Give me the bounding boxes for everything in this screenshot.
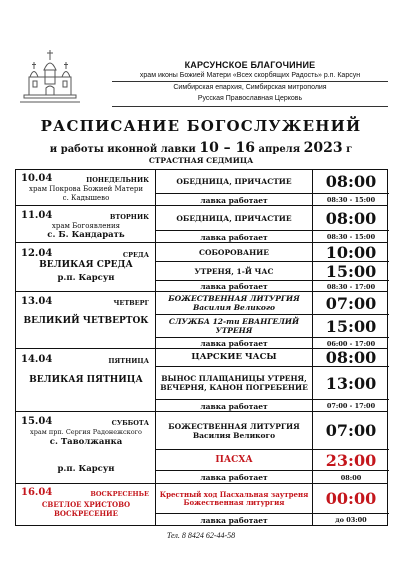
service-name: БОЖЕСТВЕННАЯ ЛИТУРГИЯ Василия Великого (156, 412, 312, 450)
header (0, 0, 402, 120)
day-times (312, 349, 389, 411)
day-row (16, 170, 387, 206)
service-time: 10:00 (313, 243, 389, 262)
day-weekday: ПОНЕДЕЛЬНИК (86, 176, 149, 184)
day-weekday: ВОСКРЕСЕНЬЕ (90, 490, 149, 498)
service-time: 08:00 (313, 170, 389, 194)
service-time: 23:00 (313, 450, 389, 471)
header-subtitle: храм иконы Божией Матери «Всех скорбящих Радость» р.п. Карсун (139, 72, 361, 79)
day-place: храм Богоявления (51, 222, 121, 230)
divider (112, 81, 388, 82)
service-name: БОЖЕСТВЕННАЯ ЛИТУРГИЯ Василия Великого (156, 292, 312, 315)
day-services (156, 349, 312, 411)
day-date: 12.04 (21, 248, 53, 259)
day-times (312, 243, 389, 291)
day-services (156, 206, 312, 242)
service-time: 07:00 (313, 292, 389, 315)
day-info (16, 484, 156, 525)
lavka-time: 06:00 - 17:00 (326, 339, 376, 348)
lavka-label: лавка работает (200, 473, 268, 482)
day-row (16, 292, 387, 349)
lavka-label: лавка работает (200, 232, 268, 242)
subtitle-prefix: и работы иконной лавки (49, 144, 196, 155)
day-place: р.п. Карсун (57, 464, 115, 474)
service-name: ВЫНОС ПЛАЩАНИЦЫ УТРЕНЯ, ВЕЧЕРНЯ, КАНОН ПОГРЕБЕНИЕ (156, 367, 312, 400)
service-name: ОБЕДНИЦА, ПРИЧАСТИЕ (156, 206, 312, 231)
service-time: 08:00 (313, 349, 389, 367)
subtitle-month: апреля (258, 144, 301, 155)
day-info (16, 243, 156, 291)
service-name: ЦАРСКИЕ ЧАСЫ (156, 349, 312, 367)
lavka-time: 08:30 - 17:00 (326, 282, 376, 291)
day-services (156, 484, 312, 525)
lavka-label: лавка работает (200, 401, 268, 411)
day-times (312, 292, 389, 348)
lavka-time: 07:00 - 17:00 (326, 402, 376, 410)
day-services (156, 292, 312, 348)
day-place: храм прп. Сергия Радонежского (30, 428, 142, 436)
lavka-label: лавка работает (200, 515, 268, 525)
day-date: 13.04 (21, 296, 53, 307)
subtitle-year: 2023 (303, 140, 343, 156)
day-services (156, 412, 312, 483)
service-time: 08:00 (313, 206, 389, 231)
day-row (16, 484, 387, 526)
day-info (16, 349, 156, 411)
day-date: 15.04 (21, 416, 53, 427)
schedule-table (15, 169, 388, 526)
service-name: ОБЕДНИЦА, ПРИЧАСТИЕ (156, 170, 312, 194)
day-name: СВЕТЛОЕ ХРИСТОВО (41, 500, 131, 509)
service-name: Крестный ход Пасхальная заутреня Божественная литургия (156, 484, 312, 514)
lavka-time: до 03:00 (335, 516, 367, 524)
day-place: с. Таволжанка (49, 437, 123, 447)
day-name: ВЕЛИКАЯ СРЕДА (39, 260, 133, 270)
day-times (312, 484, 389, 525)
church-icon (20, 48, 80, 108)
page-title: РАСПИСАНИЕ БОГОСЛУЖЕНИЙ (40, 117, 362, 135)
day-services (156, 170, 312, 205)
lavka-time: 08:30 - 15:00 (326, 196, 376, 204)
day-weekday: ПЯТНИЦА (108, 357, 149, 365)
day-place: храм Покрова Божией Матери (29, 185, 143, 193)
divider (112, 106, 388, 107)
church-name: Русская Православная Церковь (197, 95, 303, 102)
service-time: 07:00 (313, 412, 389, 450)
day-times (312, 412, 389, 483)
day-weekday: СРЕДА (122, 251, 149, 259)
day-name: ВЕЛИКИЙ ЧЕТВЕРТОК (23, 316, 149, 326)
day-weekday: СУББОТА (111, 419, 149, 427)
day-date: 11.04 (21, 210, 53, 221)
service-time: 15:00 (313, 315, 389, 338)
eparchy: Симбирская епархия, Симбирская митрополия (173, 84, 327, 91)
subtitle-suffix: г (346, 144, 353, 155)
day-place: с. Кадышево (62, 194, 110, 202)
day-services (156, 243, 312, 291)
day-date: 10.04 (21, 173, 53, 184)
date-range: 10 – 16 (199, 140, 256, 156)
day-weekday: ЧЕТВЕРГ (113, 299, 149, 307)
service-name: ПАСХА (156, 450, 312, 471)
header-title: КАРСУНСКОЕ БЛАГОЧИНИЕ (184, 60, 316, 70)
day-date: 16.04 (21, 487, 53, 498)
day-times (312, 206, 389, 242)
day-info (16, 292, 156, 348)
service-time: 15:00 (313, 262, 389, 281)
service-name: УТРЕНЯ, 1-Й ЧАС (156, 262, 312, 281)
lavka-time: 08:00 (340, 473, 362, 482)
day-name: ВОСКРЕСЕНИЕ (53, 509, 119, 518)
subtitle (0, 140, 402, 156)
service-time: 13:00 (313, 367, 389, 400)
lavka-label: лавка работает (200, 282, 268, 291)
day-row (16, 349, 387, 412)
phone-number: Тел. 8 8424 62-44-58 (166, 531, 236, 540)
service-name: СЛУЖБА 12-ти ЕВАНГЕЛИЙ УТРЕНЯ (156, 315, 312, 338)
service-name: СОБОРОВАНИЕ (156, 243, 312, 262)
day-place: р.п. Карсун (57, 273, 115, 283)
day-row (16, 243, 387, 292)
day-row (16, 412, 387, 484)
day-info (16, 206, 156, 242)
day-weekday: ВТОРНИК (109, 213, 149, 221)
lavka-time: 08:30 - 15:00 (326, 233, 376, 241)
day-times (312, 170, 389, 205)
day-name: ВЕЛИКАЯ ПЯТНИЦА (29, 375, 143, 385)
day-info (16, 170, 156, 205)
day-row (16, 206, 387, 243)
week-name: СТРАСТНАЯ СЕДМИЦА (148, 156, 254, 165)
lavka-label: лавка работает (200, 195, 268, 205)
day-info (16, 412, 156, 483)
service-time: 00:00 (313, 484, 389, 514)
lavka-label: лавка работает (200, 339, 268, 348)
day-place: с. Б. Кандарать (47, 230, 125, 240)
day-date: 14.04 (21, 354, 53, 365)
